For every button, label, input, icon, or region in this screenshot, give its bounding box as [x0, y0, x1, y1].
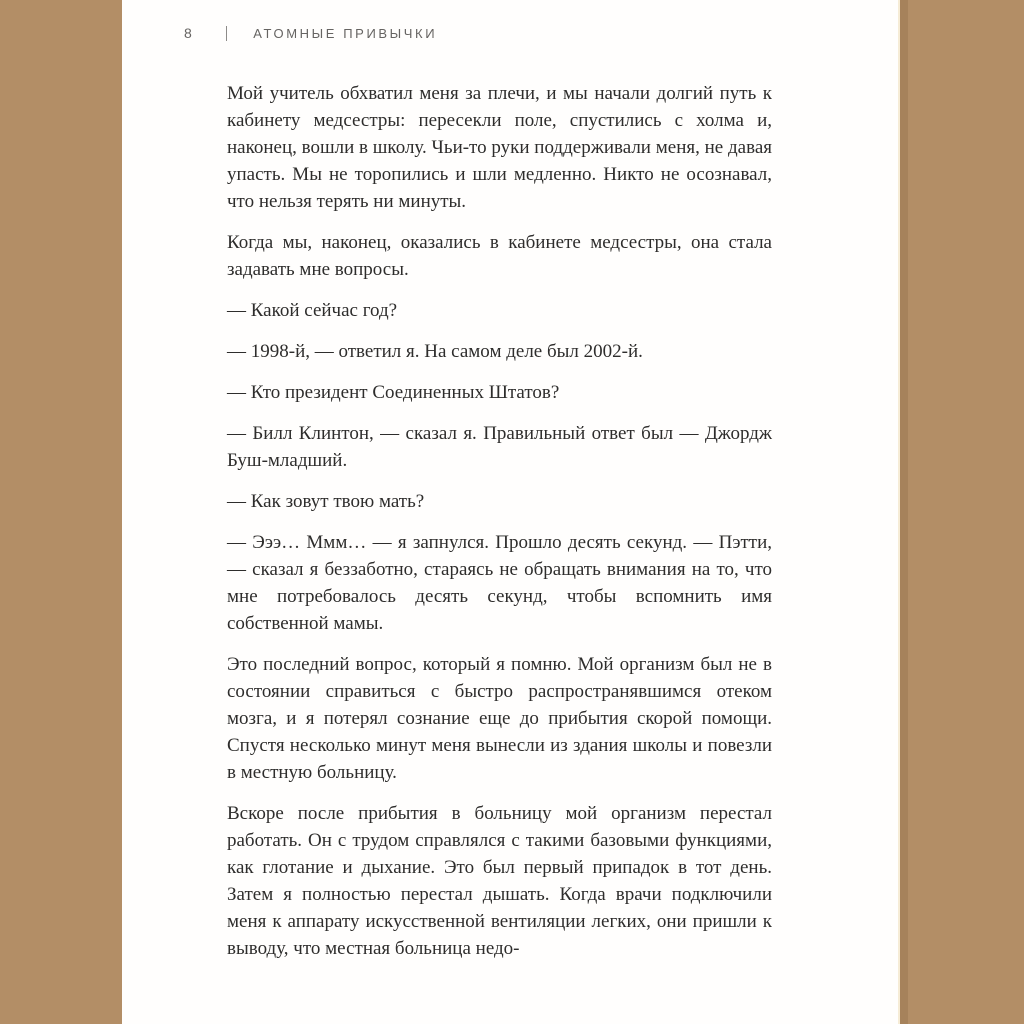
book-title: АТОМНЫЕ ПРИВЫЧКИ: [253, 25, 438, 41]
paragraph: — Кто президент Соединенных Штатов?: [227, 382, 560, 403]
paragraph: — Как зовут твою мать?: [227, 491, 425, 512]
paragraph: Мой учитель обхватил меня за плечи, и мы начали долгий путь к кабинету медсестры: пересекли поле, спустились с холма и, наконец, вошли в школу. Чьи-то руки поддерживали меня, не давая упасть. Мы не торопились и шли медленно. Никто не осознавал, что нельзя терять ни минуты.: [227, 83, 772, 212]
page-text: [227, 80, 772, 976]
paragraph: — Эээ… Ммм… — я запнулся. Прошло десять секунд. — Пэтти, — сказал я беззаботно, стараясь не обращать внимания на то, что мне потребовалось десять секунд, чтобы вспомнить имя собственной мамы.: [227, 532, 772, 634]
paragraph: — Какой сейчас год?: [227, 300, 398, 321]
paragraph: — Билл Клинтон, — сказал я. Правильный ответ был — Джордж Буш-младший.: [227, 423, 772, 471]
page-number: 8: [184, 25, 193, 41]
paragraph: — 1998-й, — ответил я. На самом деле был 2002-й.: [227, 341, 643, 362]
page-header: [184, 25, 437, 41]
book-page: [122, 0, 898, 1024]
paragraph: Это последний вопрос, который я помню. Мой организм был не в состоянии справиться с быстро распространявшимся отеком мозга, и я потерял сознание еще до прибытия скорой помощи. Спустя несколько минут меня вынесли из здания школы и повезли в местную больницу.: [227, 654, 772, 783]
paragraph: Когда мы, наконец, оказались в кабинете медсестры, она стала задавать мне вопросы.: [227, 232, 772, 280]
paragraph: Вскоре после прибытия в больницу мой организм перестал работать. Он с трудом справлялся с такими базовыми функциями, как глотание и дыхание. Это был первый припадок в тот день. Затем я полностью перестал дышать. Когда врачи подключили меня к аппарату искусственной вентиляции легких, они пришли к выводу, что местная больница недо-: [227, 803, 772, 959]
header-divider: [226, 26, 228, 41]
